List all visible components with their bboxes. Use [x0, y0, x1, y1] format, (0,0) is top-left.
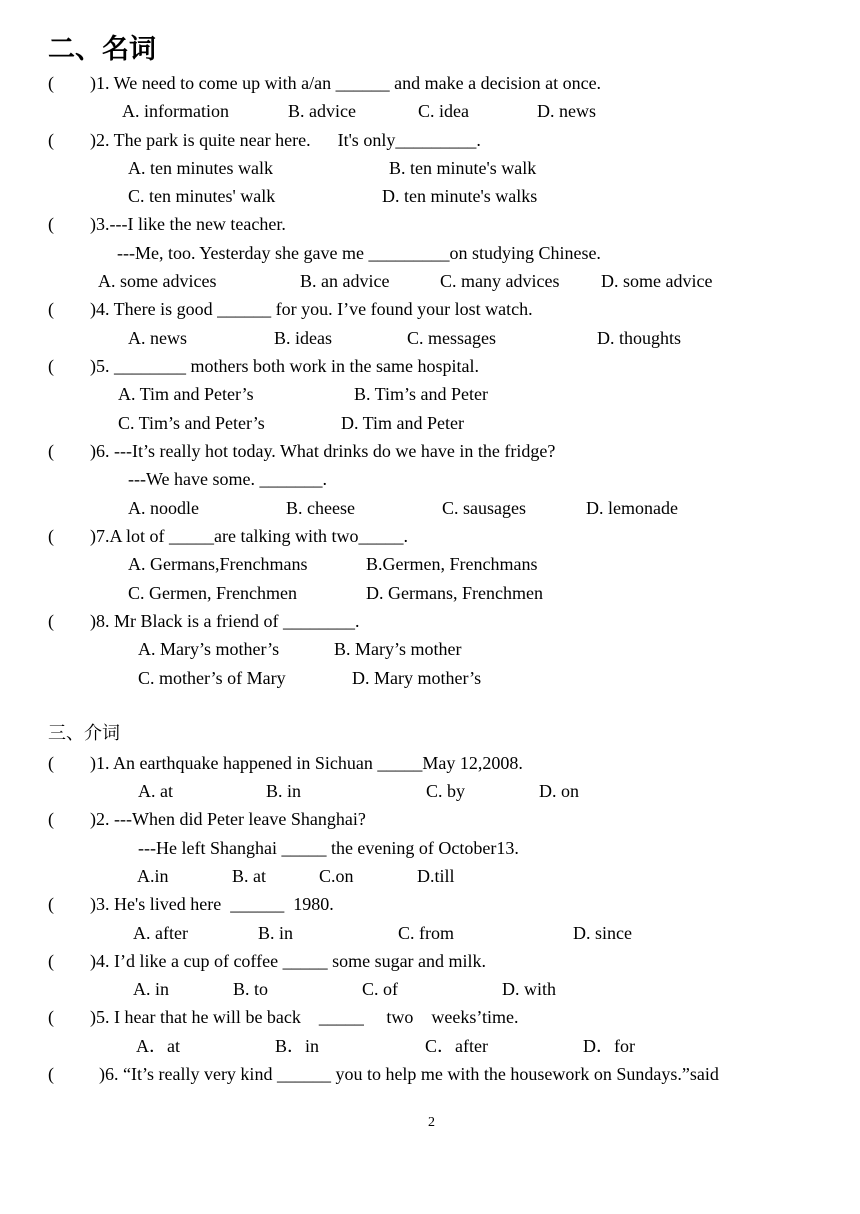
- option: C. Germen, Frenchmen: [128, 583, 297, 603]
- option: B. Tim’s and Peter: [354, 384, 489, 404]
- section-title: 三、介词: [48, 723, 120, 744]
- option: B. ten minute's walk: [389, 158, 537, 178]
- option: C. sausages: [442, 498, 526, 518]
- option: B. advice: [288, 101, 356, 121]
- option: C. of: [362, 979, 398, 999]
- option: D．for: [583, 1036, 635, 1056]
- option: C. Tim’s and Peter’s: [118, 413, 265, 433]
- option: A. noodle: [128, 498, 199, 518]
- option: A. information: [122, 101, 229, 121]
- option: C. from: [398, 923, 454, 943]
- option: A. in: [133, 979, 169, 999]
- option: C.on: [319, 866, 354, 886]
- section-title: 二、名词: [48, 34, 156, 65]
- question-stem: ( )4. There is good ______ for you. I’ve found your lost watch.: [48, 299, 533, 319]
- option: C. messages: [407, 328, 496, 348]
- question-stem: ( )8. Mr Black is a friend of ________.: [48, 611, 360, 631]
- question-stem: ( )3. He's lived here ______ 1980.: [48, 894, 334, 914]
- option: B．in: [275, 1036, 320, 1056]
- option: B. Mary’s mother: [334, 639, 462, 659]
- question-stem: ( )5. ________ mothers both work in the same hospital.: [48, 356, 479, 376]
- question-stem: ( )1. An earthquake happened in Sichuan _____May 12,2008.: [48, 753, 523, 773]
- question-stem: ( )4. I’d like a cup of coffee _____ some sugar and milk.: [48, 951, 487, 971]
- option: A．at: [136, 1036, 180, 1056]
- option: A. Germans,Frenchmans: [128, 554, 308, 574]
- option: B. ideas: [274, 328, 332, 348]
- option: D. thoughts: [597, 328, 682, 348]
- option: A. after: [133, 923, 188, 943]
- option: D. Germans, Frenchmen: [366, 583, 543, 603]
- option: C. mother’s of Mary: [138, 668, 286, 688]
- option: D. ten minute's walks: [382, 186, 538, 206]
- question-stem: ( )2. The park is quite near here. It's only_________.: [48, 130, 481, 150]
- option: D. Tim and Peter: [341, 413, 465, 433]
- option: A. Tim and Peter’s: [118, 384, 254, 404]
- option: D. some advice: [601, 271, 713, 291]
- option: A. at: [138, 781, 173, 801]
- option: D. news: [537, 101, 596, 121]
- question-stem: ( )7.A lot of _____are talking with two_____.: [48, 526, 408, 546]
- option: D.till: [417, 866, 455, 886]
- question-stem: ( )3.---I like the new teacher.: [48, 214, 286, 234]
- option: B. in: [266, 781, 302, 801]
- option: D. Mary mother’s: [352, 668, 482, 688]
- question-stem-continued: ---We have some. _______.: [128, 469, 327, 489]
- option: C. ten minutes' walk: [128, 186, 276, 206]
- question-stem: ( )5. I hear that he will be back _____ two weeks’time.: [48, 1007, 519, 1027]
- option: A. ten minutes walk: [128, 158, 273, 178]
- option: C. many advices: [440, 271, 560, 291]
- question-stem: ( )1. We need to come up with a/an ______ and make a decision at once.: [48, 73, 602, 93]
- option: D. since: [573, 923, 632, 943]
- option: A.in: [137, 866, 169, 886]
- option: D. with: [502, 979, 556, 999]
- option: A. Mary’s mother’s: [138, 639, 280, 659]
- option: B. cheese: [286, 498, 355, 518]
- option: C. idea: [418, 101, 469, 121]
- option: C．after: [425, 1036, 488, 1056]
- option: A. some advices: [98, 271, 217, 291]
- option: B.Germen, Frenchmans: [366, 554, 538, 574]
- question-stem-continued: ---Me, too. Yesterday she gave me _________on studying Chinese.: [117, 243, 601, 263]
- question-stem-continued: ---He left Shanghai _____ the evening of October13.: [138, 838, 519, 858]
- page-number: 2: [428, 1115, 435, 1130]
- option: B. to: [233, 979, 269, 999]
- option: C. by: [426, 781, 466, 801]
- option: B. at: [232, 866, 266, 886]
- question-stem: ( )6. ---It’s really hot today. What drinks do we have in the fridge?: [48, 441, 556, 461]
- option: B. in: [258, 923, 294, 943]
- question-stem: ( )6. “It’s really very kind ______ you to help me with the housework on Sundays.”said: [48, 1064, 719, 1084]
- option: B. an advice: [300, 271, 390, 291]
- option: D. lemonade: [586, 498, 678, 518]
- option: D. on: [539, 781, 579, 801]
- option: A. news: [128, 328, 187, 348]
- question-stem: ( )2. ---When did Peter leave Shanghai?: [48, 809, 366, 829]
